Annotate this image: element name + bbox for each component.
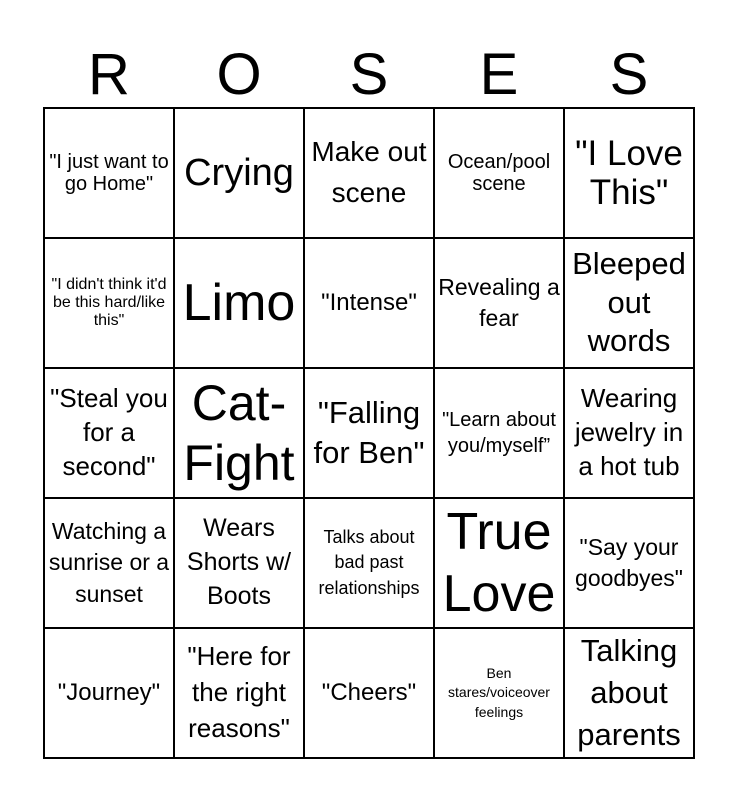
cell-text: Cat-Fight — [183, 375, 295, 491]
bingo-cell[interactable] — [565, 369, 695, 499]
bingo-cell[interactable] — [175, 369, 305, 499]
bingo-cell[interactable] — [565, 239, 695, 369]
bingo-cell[interactable] — [45, 369, 175, 499]
cell-text: Ocean/pool scene — [447, 150, 551, 195]
cell-text: "I just want to go Home" — [49, 150, 169, 195]
bingo-card-grid — [43, 107, 695, 759]
bingo-cell[interactable] — [435, 499, 565, 629]
bingo-cell[interactable] — [435, 109, 565, 239]
cell-text: "Cheers" — [321, 678, 417, 706]
cell-text: Revealing a fear — [438, 273, 560, 331]
cell-text: Ben stares/voiceover feelings — [448, 664, 550, 720]
bingo-cell[interactable] — [565, 499, 695, 629]
bingo-cell[interactable] — [45, 239, 175, 369]
cell-text: Limo — [182, 273, 296, 332]
bingo-cell[interactable] — [175, 629, 305, 759]
bingo-cell[interactable] — [305, 239, 435, 369]
cell-text: "Intense" — [321, 288, 417, 316]
bingo-cell[interactable] — [565, 629, 695, 759]
cell-text: Make out scene — [311, 136, 427, 208]
cell-text: Wears Shorts w/ Boots — [186, 514, 292, 610]
cell-text: Watching a sunrise or a sunset — [48, 518, 170, 607]
cell-text: "I Love This" — [575, 133, 683, 212]
cell-text: "Journey" — [57, 678, 161, 706]
bingo-cell[interactable] — [305, 369, 435, 499]
header-letter-o: O — [216, 42, 262, 107]
bingo-header — [44, 42, 694, 108]
bingo-cell[interactable] — [45, 109, 175, 239]
header-letter-s: S — [349, 42, 389, 107]
bingo-cell[interactable] — [45, 629, 175, 759]
bingo-cell[interactable] — [305, 499, 435, 629]
cell-text: "Here for the right reasons" — [187, 641, 291, 743]
bingo-cell[interactable] — [175, 499, 305, 629]
header-letter-r: R — [88, 42, 130, 107]
bingo-cell[interactable] — [45, 499, 175, 629]
bingo-cell[interactable] — [175, 109, 305, 239]
cell-text: Crying — [184, 151, 294, 194]
cell-text: "Falling for Ben" — [313, 395, 425, 470]
cell-text: Talking about parents — [577, 633, 681, 752]
header-letter-e: E — [479, 42, 519, 107]
cell-text: "I didn't think it'd be this hard/like this" — [51, 276, 167, 329]
cell-text: "Steal you for a second" — [50, 383, 168, 481]
header-letter-s2: S — [609, 42, 649, 107]
cell-text: True Love — [442, 502, 556, 623]
bingo-cell[interactable] — [305, 109, 435, 239]
bingo-cell[interactable] — [175, 239, 305, 369]
bingo-cell[interactable] — [435, 369, 565, 499]
cell-text: Talks about bad past relationships — [318, 527, 420, 598]
bingo-cell[interactable] — [435, 629, 565, 759]
cell-text: Wearing jewelry in a hot tub — [574, 383, 684, 481]
bingo-cell[interactable] — [305, 629, 435, 759]
cell-text: "Learn about you/myself” — [442, 409, 556, 457]
bingo-cell[interactable] — [435, 239, 565, 369]
cell-text: Bleeped out words — [572, 245, 686, 359]
cell-text: "Say your goodbyes" — [575, 533, 683, 591]
bingo-cell[interactable] — [565, 109, 695, 239]
